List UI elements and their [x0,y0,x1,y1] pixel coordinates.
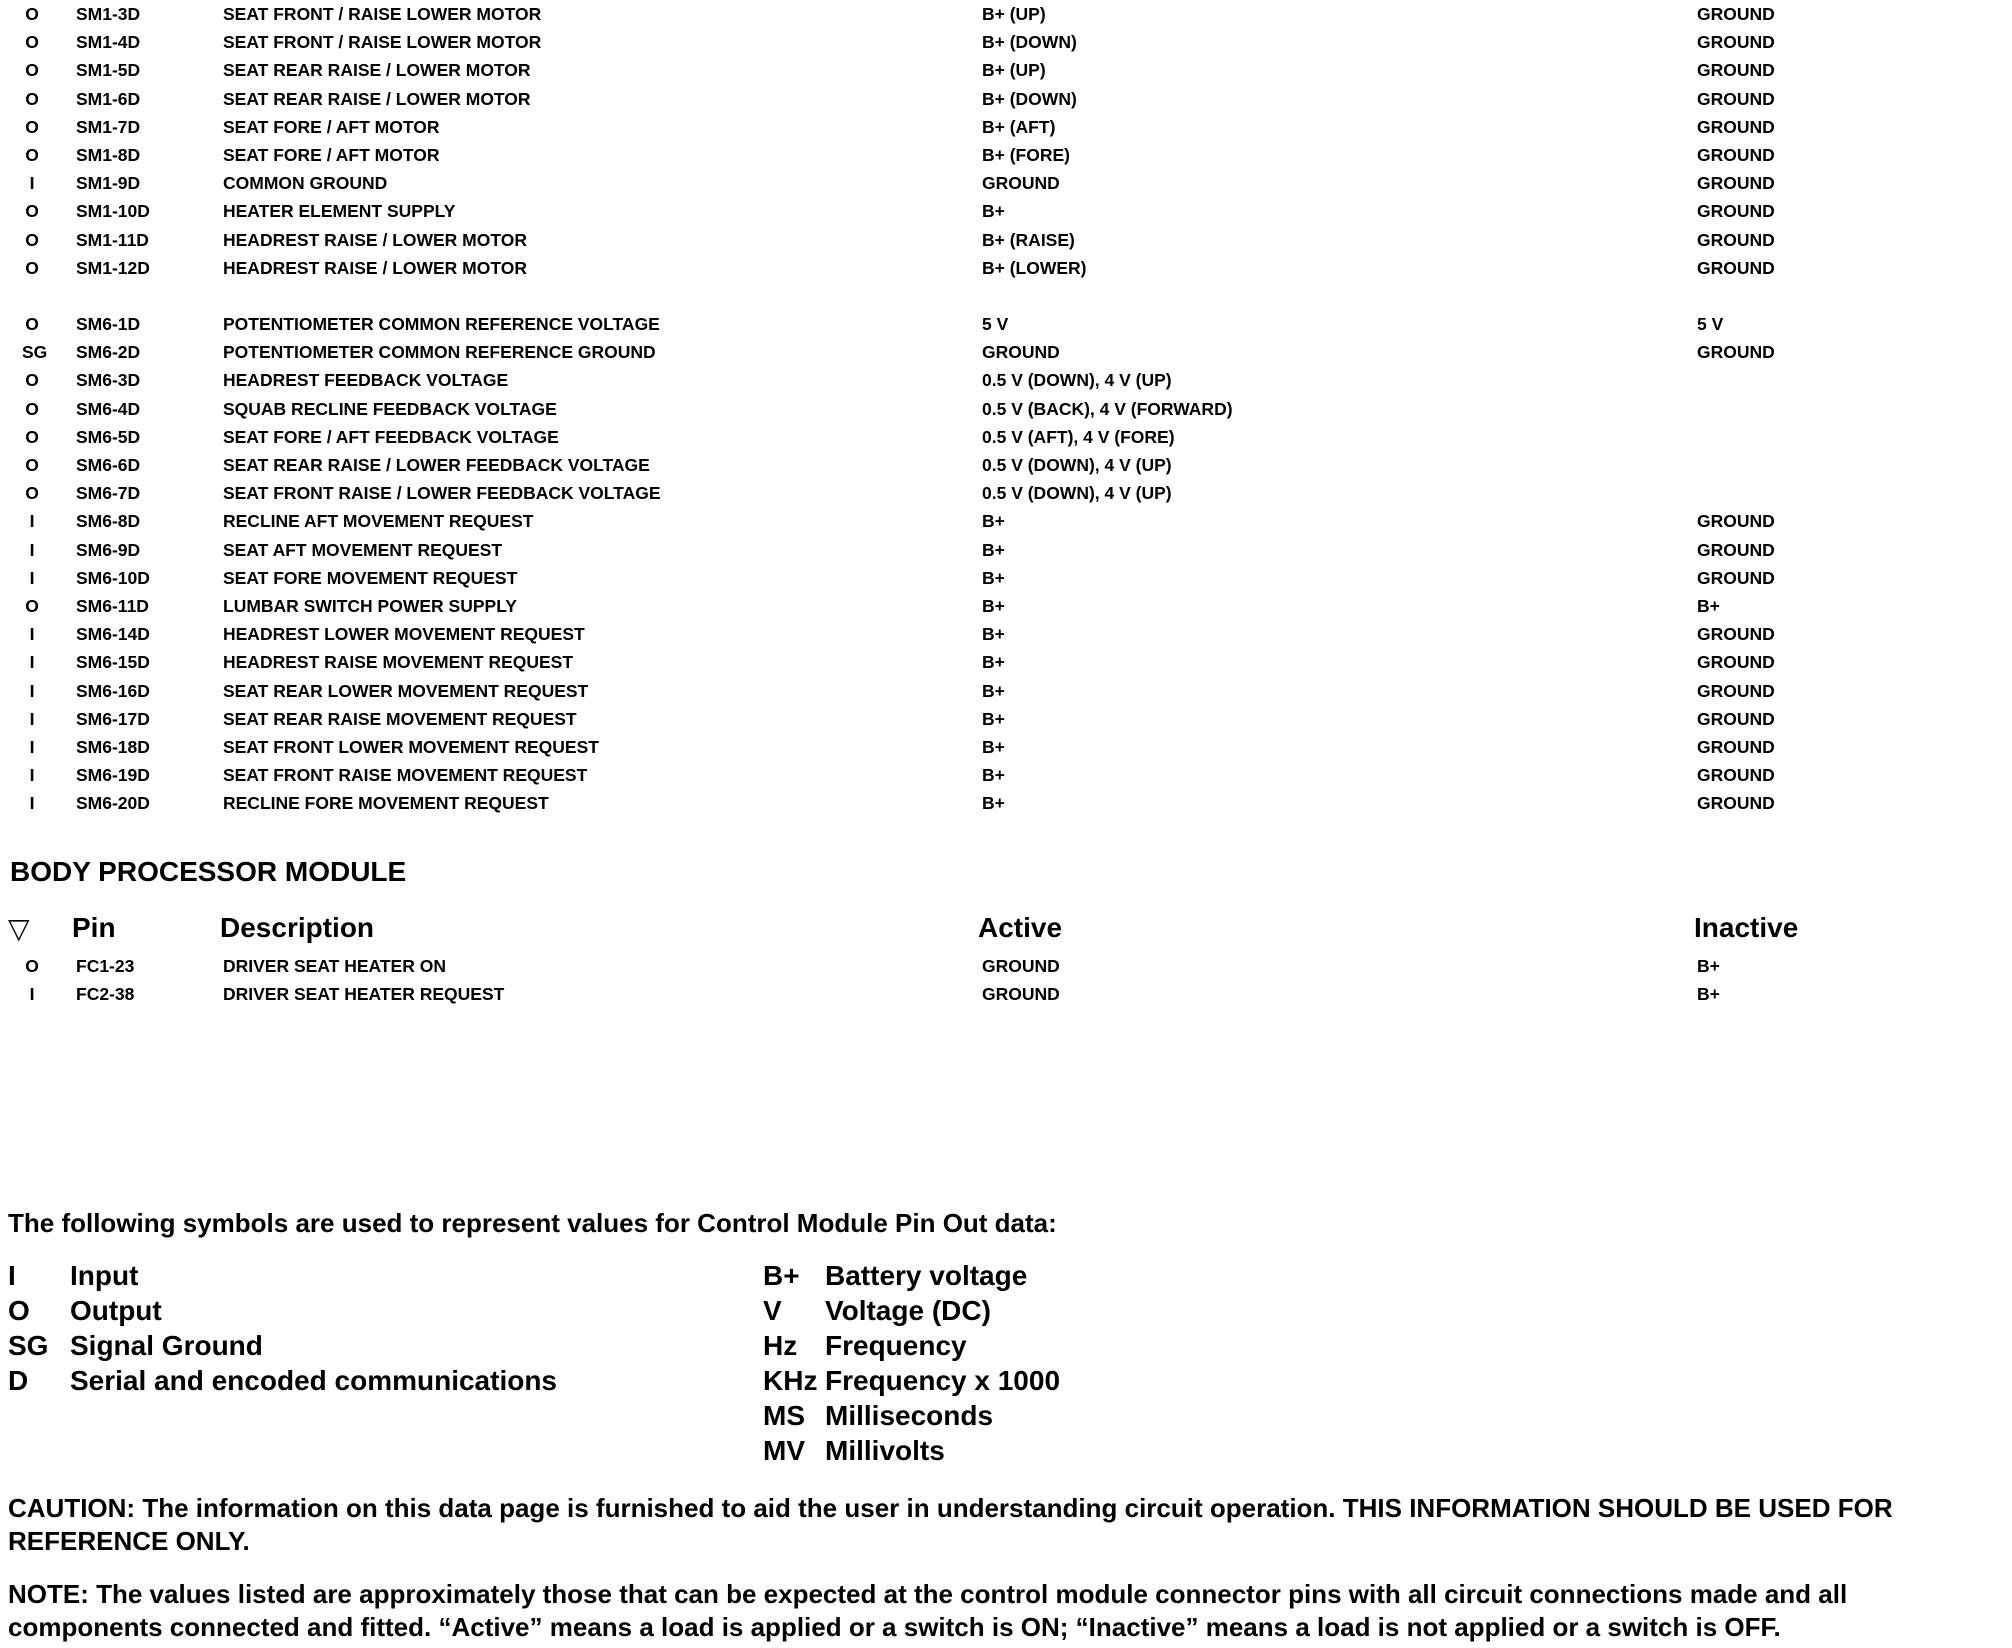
active-value: B+ [982,201,1005,221]
legend-meaning: Millivolts [825,1435,945,1466]
pin-id: SM6-17D [76,709,150,729]
io-symbol: SG [22,342,48,362]
io-symbol: O [25,483,39,503]
io-direction-symbol-icon: ▽ [8,913,30,944]
pin-description: DRIVER SEAT HEATER ON [223,956,446,976]
pin-id: FC2-38 [76,984,135,1004]
pin-description: POTENTIOMETER COMMON REFERENCE VOLTAGE [223,314,660,334]
values-note: NOTE: The values listed are approximately those that can be expected at the control module connector pins with all circuit connections made and all components connected and fitted. “Active” means a load is applied or a switch is ON; “Inactive” means a load is not applied or a switch is OFF. [8,1579,1848,1642]
inactive-value: GROUND [1697,60,1775,80]
pin-description: SEAT FORE / AFT MOTOR [223,117,440,137]
pin-id: SM6-5D [76,427,141,447]
io-symbol: O [25,230,39,250]
pin-id: SM1-9D [76,173,141,193]
inactive-value: GROUND [1697,652,1775,672]
pin-id: SM1-10D [76,201,150,221]
table-row [0,226,2012,254]
pin-description: SEAT AFT MOVEMENT REQUEST [223,540,503,560]
inactive-value: GROUND [1697,145,1775,165]
legend-intro: The following symbols are used to represent values for Control Module Pin Out data: [8,1208,1057,1238]
pin-id: SM1-11D [76,230,149,250]
inactive-value: GROUND [1697,540,1775,560]
table-row [0,366,2012,394]
io-symbol: I [29,984,35,1004]
pin-description: SEAT REAR RAISE MOVEMENT REQUEST [223,709,577,729]
pin-description: SEAT FRONT LOWER MOVEMENT REQUEST [223,737,599,757]
io-symbol: O [25,60,39,80]
legend-symbol: O [8,1295,30,1326]
table-row [0,451,2012,479]
table-row [0,197,2012,225]
pin-id: SM1-3D [76,4,141,24]
pin-description: SEAT REAR RAISE / LOWER MOTOR [223,60,531,80]
active-value: B+ [982,709,1005,729]
caution-note: CAUTION: The information on this data page is furnished to aid the user in understanding circuit operation. THIS INFORMATION SHOULD BE USED FOR REFERENCE ONLY. [8,1493,1893,1556]
legend-symbol: I [8,1260,16,1291]
legend-meaning: Output [70,1295,162,1326]
legend-meaning: Battery voltage [825,1260,1028,1291]
active-value: GROUND [982,342,1060,362]
pin-description: POTENTIOMETER COMMON REFERENCE GROUND [223,342,656,362]
header-inactive: Inactive [1694,912,1799,943]
active-value: GROUND [982,984,1060,1004]
table-row [0,338,2012,366]
pin-description: RECLINE FORE MOVEMENT REQUEST [223,793,549,813]
active-value: B+ (RAISE) [982,230,1075,250]
io-symbol: O [25,201,39,221]
inactive-value: 5 V [1697,314,1724,334]
inactive-value: GROUND [1697,624,1775,644]
pin-id: SM6-11D [76,596,149,616]
table-row [0,254,2012,282]
table-row [0,0,2012,28]
active-value: B+ [982,596,1005,616]
io-symbol: O [25,370,39,390]
active-value: B+ (DOWN) [982,32,1077,52]
io-symbol: I [29,624,35,644]
table-row [0,733,2012,761]
active-value: 0.5 V (DOWN), 4 V (UP) [982,483,1172,503]
active-value: B+ (UP) [982,60,1046,80]
table-row [0,395,2012,423]
pin-description: COMMON GROUND [223,173,388,193]
inactive-value: GROUND [1697,230,1775,250]
io-symbol: I [29,652,35,672]
pin-id: SM1-8D [76,145,141,165]
legend-symbol: Hz [763,1330,798,1361]
pin-id: SM6-4D [76,399,141,419]
legend-symbol: KHz [763,1365,818,1396]
io-symbol: O [25,399,39,419]
table-row [0,677,2012,705]
pin-id: SM1-12D [76,258,150,278]
io-symbol: O [25,314,39,334]
table-row [0,648,2012,676]
pin-id: SM6-16D [76,681,150,701]
legend-meaning: Signal Ground [70,1330,263,1361]
table-row [0,423,2012,451]
table-row [0,980,2012,1008]
io-symbol: O [25,4,39,24]
io-symbol: I [29,681,35,701]
io-symbol: I [29,173,35,193]
active-value: 0.5 V (DOWN), 4 V (UP) [982,455,1172,475]
legend-meaning: Frequency [825,1330,967,1361]
active-value: 0.5 V (AFT), 4 V (FORE) [982,427,1175,447]
legend-meaning: Serial and encoded communications [70,1365,558,1396]
inactive-value: GROUND [1697,258,1775,278]
io-symbol: O [25,258,39,278]
pin-id: SM6-15D [76,652,150,672]
active-value: B+ [982,765,1005,785]
legend-symbol: MS [763,1400,805,1431]
pin-id: SM6-3D [76,370,141,390]
io-symbol: I [29,737,35,757]
pin-id: SM1-4D [76,32,141,52]
pin-description: HEADREST RAISE / LOWER MOTOR [223,258,527,278]
io-symbol: O [25,145,39,165]
pin-description: SEAT FRONT / RAISE LOWER MOTOR [223,32,542,52]
io-symbol: O [25,596,39,616]
inactive-value: GROUND [1697,709,1775,729]
pin-id: SM6-18D [76,737,150,757]
inactive-value: GROUND [1697,342,1775,362]
pin-description: SEAT REAR RAISE / LOWER FEEDBACK VOLTAGE [223,455,650,475]
io-symbol: I [29,568,35,588]
inactive-value: GROUND [1697,32,1775,52]
active-value: B+ [982,624,1005,644]
pin-id: FC1-23 [76,956,135,976]
table-row [0,113,2012,141]
inactive-value: GROUND [1697,568,1775,588]
inactive-value: GROUND [1697,89,1775,109]
inactive-value: GROUND [1697,737,1775,757]
inactive-value: B+ [1697,956,1720,976]
active-value: B+ [982,652,1005,672]
pin-id: SM6-20D [76,793,150,813]
table-row [0,789,2012,817]
pin-id: SM1-6D [76,89,141,109]
pin-description: SEAT FORE MOVEMENT REQUEST [223,568,518,588]
inactive-value: B+ [1697,984,1720,1004]
table-row [0,310,2012,338]
legend-symbol: SG [8,1330,49,1361]
pin-id: SM6-19D [76,765,150,785]
pin-description: DRIVER SEAT HEATER REQUEST [223,984,505,1004]
active-value: B+ [982,568,1005,588]
active-value: GROUND [982,173,1060,193]
io-symbol: I [29,511,35,531]
active-value: B+ [982,511,1005,531]
io-symbol: O [25,32,39,52]
io-symbol: I [29,709,35,729]
inactive-value: GROUND [1697,117,1775,137]
pin-description: HEATER ELEMENT SUPPLY [223,201,456,221]
legend-meaning: Input [70,1260,139,1291]
pin-description: SEAT FORE / AFT FEEDBACK VOLTAGE [223,427,559,447]
pin-description: SEAT FRONT RAISE / LOWER FEEDBACK VOLTAGE [223,483,661,503]
io-symbol: O [25,956,39,976]
pin-id: SM6-2D [76,342,141,362]
table-row [0,28,2012,56]
active-value: B+ [982,793,1005,813]
active-value: 0.5 V (DOWN), 4 V (UP) [982,370,1172,390]
inactive-value: GROUND [1697,765,1775,785]
table-row [0,56,2012,84]
table-row [0,169,2012,197]
pin-description: HEADREST RAISE / LOWER MOTOR [223,230,527,250]
legend-symbol: V [763,1295,782,1326]
inactive-value: GROUND [1697,793,1775,813]
active-value: B+ (UP) [982,4,1046,24]
pin-description: SEAT FRONT / RAISE LOWER MOTOR [223,4,542,24]
header-pin: Pin [72,912,116,943]
pin-id: SM6-14D [76,624,150,644]
pin-id: SM6-10D [76,568,150,588]
inactive-value: GROUND [1697,4,1775,24]
legend-symbol: D [8,1365,29,1396]
inactive-value: GROUND [1697,173,1775,193]
table-row [0,141,2012,169]
pin-description: LUMBAR SWITCH POWER SUPPLY [223,596,517,616]
io-symbol: O [25,89,39,109]
io-symbol: O [25,427,39,447]
legend-meaning: Milliseconds [825,1400,994,1431]
pin-id: SM6-9D [76,540,141,560]
active-value: B+ [982,681,1005,701]
legend-symbol: B+ [763,1260,800,1291]
bpm-section-title: BODY PROCESSOR MODULE [10,856,407,887]
active-value: 0.5 V (BACK), 4 V (FORWARD) [982,399,1233,419]
active-value: B+ (DOWN) [982,89,1077,109]
table-row [0,705,2012,733]
pin-description: SQUAB RECLINE FEEDBACK VOLTAGE [223,399,557,419]
active-value: GROUND [982,956,1060,976]
header-description: Description [220,912,375,943]
io-symbol: I [29,540,35,560]
table-row [0,592,2012,620]
pin-description: SEAT REAR LOWER MOVEMENT REQUEST [223,681,589,701]
active-value: 5 V [982,314,1009,334]
table-row [0,507,2012,535]
pin-description: HEADREST FEEDBACK VOLTAGE [223,370,509,390]
io-symbol: O [25,117,39,137]
pin-description: RECLINE AFT MOVEMENT REQUEST [223,511,534,531]
inactive-value: GROUND [1697,201,1775,221]
bpm-table-header [0,912,2012,950]
legend-meaning: Voltage (DC) [825,1295,991,1326]
pin-description: SEAT FRONT RAISE MOVEMENT REQUEST [223,765,588,785]
header-active: Active [978,912,1063,943]
legend-symbol: MV [763,1435,805,1466]
inactive-value: GROUND [1697,681,1775,701]
table-row [0,620,2012,648]
inactive-value: B+ [1697,596,1720,616]
active-value: B+ (AFT) [982,117,1056,137]
io-symbol: I [29,793,35,813]
pin-id: SM6-7D [76,483,141,503]
pin-id: SM1-5D [76,60,141,80]
active-value: B+ [982,540,1005,560]
table-row [0,761,2012,789]
pin-description: HEADREST LOWER MOVEMENT REQUEST [223,624,585,644]
pin-id: SM6-6D [76,455,141,475]
active-value: B+ [982,737,1005,757]
pin-id: SM6-8D [76,511,141,531]
table-row [0,536,2012,564]
legend-meaning: Frequency x 1000 [825,1365,1061,1396]
pin-description: HEADREST RAISE MOVEMENT REQUEST [223,652,574,672]
inactive-value: GROUND [1697,511,1775,531]
table-row [0,564,2012,592]
io-symbol: O [25,455,39,475]
active-value: B+ (FORE) [982,145,1070,165]
io-symbol: I [29,765,35,785]
pin-id: SM1-7D [76,117,141,137]
table-row [0,952,2012,980]
table-row [0,85,2012,113]
pin-id: SM6-1D [76,314,141,334]
active-value: B+ (LOWER) [982,258,1087,278]
pin-description: SEAT REAR RAISE / LOWER MOTOR [223,89,531,109]
pin-description: SEAT FORE / AFT MOTOR [223,145,440,165]
table-row [0,479,2012,507]
